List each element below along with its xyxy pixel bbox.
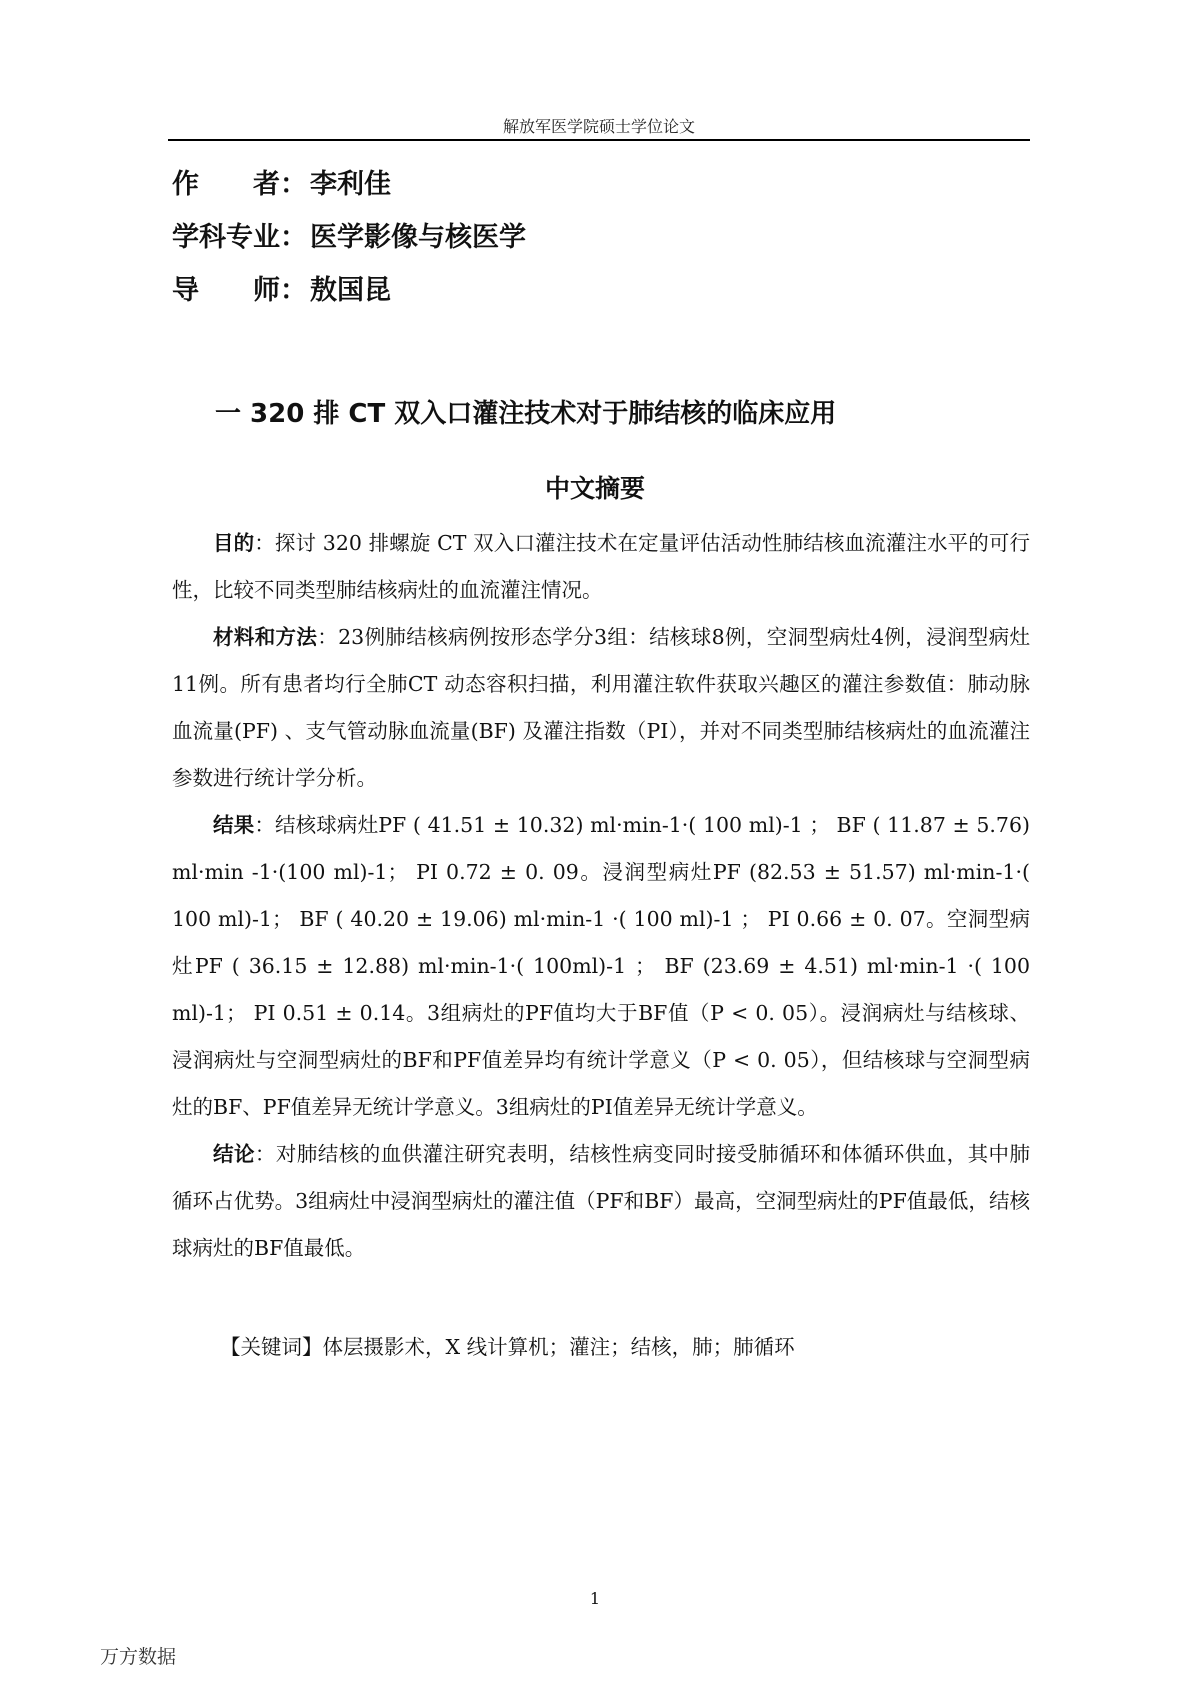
section-head: 结论 xyxy=(213,1142,255,1166)
major-name: 医学影像与核医学 xyxy=(310,222,526,253)
watermark-text: 万方数据 xyxy=(100,1646,177,1668)
major-line xyxy=(172,215,526,254)
abstract-conclusion xyxy=(172,1131,1030,1272)
paper-title: 一 320 排 CT 双入口灌注技术对于肺结核的临床应用 xyxy=(215,399,837,429)
keywords-label: 【关键词】 xyxy=(220,1335,323,1359)
page-number: 1 xyxy=(589,1589,601,1608)
section-head: 目的 xyxy=(213,531,255,555)
abstract-heading: 中文摘要 xyxy=(544,474,645,503)
section-sep: ： xyxy=(254,813,275,837)
major-label: 学科专业： xyxy=(172,222,307,253)
abstract-purpose xyxy=(172,520,1030,614)
keywords-line xyxy=(220,1330,795,1360)
advisor-label: 导 师： xyxy=(172,275,307,306)
running-header: 解放军医学院硕士学位论文 xyxy=(502,117,695,136)
abstract-results xyxy=(172,802,1030,1131)
advisor-name: 敖国昆 xyxy=(310,275,391,306)
advisor-line xyxy=(172,268,391,307)
section-sep: ： xyxy=(254,531,275,555)
section-text: 对肺结核的血供灌注研究表明，结核性病变同时接受肺循环和体循环供血，其中肺循环占优势。3组病灶中浸润型病灶的灌注值（PF和BF）最高，空洞型病灶的PF值最低，结核球病灶的BF值最低。 xyxy=(172,1142,1031,1260)
abstract-body xyxy=(172,520,1030,1272)
author-label: 作 者： xyxy=(172,169,307,200)
section-text: 结核球病灶PF ( 41.51 ± 10.32) ml·min-1·( 100 ml)-1 ； BF ( 11.87 ± 5.76) ml·min -1·(100 ml)-1； PI 0.72 ± 0. 09。浸润型病灶PF (82.53 ± 51.57) ml·min-1·( 100 ml)-1； BF ( 40.20 ± 19.06) ml·min-1 ·( 100 ml)-1 ； PI 0.66 ± 0. 07。空洞型病灶PF ( 36.15 ± 12.88) ml·min-1·( 100ml)-1 ； BF (23.69 ± 4.51) ml·min-1 ·( 100 ml)-1； PI 0.51 ± 0.14。3组病灶的PF值均大于BF值（P < 0. 05）。浸润病灶与结核球、浸润病灶与空洞型病灶的BF和PF值差异均有统计学意义（P < 0. 05），但结核球与空洞型病灶的BF、PF值差异无统计学意义。3组病灶的PI值差异无统计学意义。 xyxy=(172,813,1031,1119)
section-sep: ： xyxy=(254,1142,276,1166)
section-text: 探讨 320 排螺旋 CT 双入口灌注技术在定量评估活动性肺结核血流灌注水平的可行性，比较不同类型肺结核病灶的血流灌注情况。 xyxy=(172,531,1031,602)
section-head: 结果 xyxy=(213,813,255,837)
author-line xyxy=(172,162,391,201)
section-sep: ： xyxy=(317,625,339,649)
header-rule xyxy=(168,139,1030,141)
section-head: 材料和方法 xyxy=(213,625,318,649)
section-text: 23例肺结核病例按形态学分3组：结核球8例，空洞型病灶4例，浸润型病灶11例。所有患者均行全肺CT 动态容积扫描，利用灌注软件获取兴趣区的灌注参数值：肺动脉血流量(PF) 、支气管动脉血流量(BF) 及灌注指数（PI），并对不同类型肺结核病灶的血流灌注参数进行统计学分析。 xyxy=(172,625,1031,790)
abstract-methods xyxy=(172,614,1030,802)
author-name: 李利佳 xyxy=(310,169,391,200)
keywords-text: 体层摄影术，X 线计算机；灌注；结核，肺；肺循环 xyxy=(322,1335,795,1359)
